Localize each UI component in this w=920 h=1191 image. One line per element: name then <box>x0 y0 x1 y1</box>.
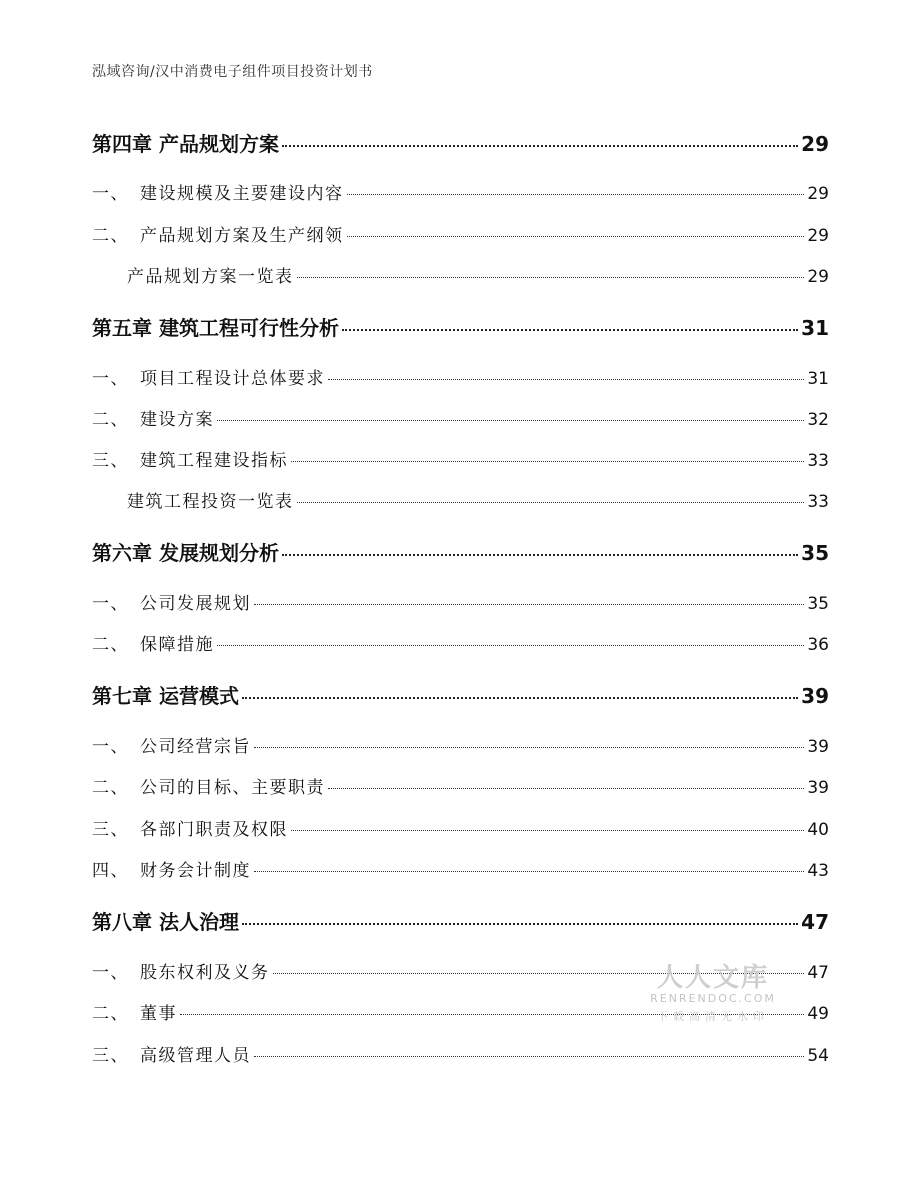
toc-dot-leader <box>297 277 805 278</box>
toc-entry-number: 一、 <box>92 184 129 204</box>
toc-entry-number: 二、 <box>92 226 129 246</box>
toc-section-entry[interactable] <box>92 1041 829 1066</box>
toc-page-number: 43 <box>807 861 829 881</box>
toc-page-number: 35 <box>807 594 829 614</box>
toc-page-number: 29 <box>807 184 829 204</box>
toc-page-number: 31 <box>801 316 829 340</box>
toc-page-number: 35 <box>801 541 829 565</box>
toc-entry-title: 董事 <box>140 1004 177 1024</box>
toc-page-number: 54 <box>807 1046 829 1066</box>
toc-section-entry[interactable] <box>92 405 829 430</box>
watermark <box>648 957 778 1024</box>
document-header: 泓域咨询/汉中消费电子组件项目投资计划书 <box>92 64 373 80</box>
toc-section-entry[interactable] <box>127 487 829 512</box>
toc-dot-leader <box>254 871 804 872</box>
toc-entry-number: 二、 <box>92 635 129 655</box>
toc-page-number: 49 <box>807 1004 829 1024</box>
toc-entry-title: 产品规划方案一览表 <box>127 267 294 287</box>
toc-dot-leader <box>342 329 798 331</box>
toc-dot-leader <box>282 145 798 147</box>
toc-entry-title: 公司发展规划 <box>140 594 251 614</box>
toc-page-number: 39 <box>807 778 829 798</box>
toc-dot-leader <box>328 788 804 789</box>
toc-section-entry[interactable] <box>92 630 829 655</box>
toc-dot-leader <box>291 461 804 462</box>
toc-entry-number: 三、 <box>92 451 129 471</box>
toc-entry-title: 项目工程设计总体要求 <box>140 369 325 389</box>
toc-entry-title: 建筑工程建设指标 <box>140 451 288 471</box>
toc-page-number: 33 <box>807 451 829 471</box>
toc-dot-leader <box>242 923 798 925</box>
toc-chapter-entry[interactable] <box>92 680 829 709</box>
toc-section-entry[interactable] <box>92 856 829 881</box>
toc-entry-number: 一、 <box>92 369 129 389</box>
toc-entry-number: 二、 <box>92 1004 129 1024</box>
watermark-logo-text: 人人文库 <box>656 963 769 993</box>
toc-entry-number: 二、 <box>92 410 129 430</box>
toc-page-number: 47 <box>801 910 829 934</box>
toc-dot-leader <box>254 604 804 605</box>
toc-page-number: 29 <box>801 132 829 156</box>
toc-chapter-entry[interactable] <box>92 128 829 157</box>
toc-chapter-entry[interactable] <box>92 906 829 935</box>
toc-entry-title: 财务会计制度 <box>140 861 251 881</box>
toc-dot-leader <box>328 379 804 380</box>
toc-section-entry[interactable] <box>92 773 829 798</box>
toc-entry-title: 各部门职责及权限 <box>140 820 288 840</box>
toc-page-number: 36 <box>807 635 829 655</box>
toc-entry-number: 三、 <box>92 820 129 840</box>
toc-page-number: 31 <box>807 369 829 389</box>
toc-entry-number: 一、 <box>92 963 129 983</box>
toc-section-entry[interactable] <box>92 446 829 471</box>
toc-entry-title: 产品规划方案及生产纲领 <box>140 226 344 246</box>
toc-entry-number: 一、 <box>92 594 129 614</box>
toc-entry-title: 建设方案 <box>140 410 214 430</box>
toc-dot-leader <box>254 747 804 748</box>
watermark-domain: RENRENDOC.COM <box>650 992 776 1005</box>
toc-section-entry[interactable] <box>127 262 829 287</box>
toc-page-number: 29 <box>807 226 829 246</box>
toc-entry-title: 建筑工程投资一览表 <box>127 492 294 512</box>
toc-entry-title: 建设规模及主要建设内容 <box>140 184 344 204</box>
toc-page-number: 40 <box>807 820 829 840</box>
toc-section-entry[interactable] <box>92 589 829 614</box>
toc-section-entry[interactable] <box>92 364 829 389</box>
toc-entry-title: 第五章 建筑工程可行性分析 <box>92 316 339 340</box>
toc-page-number: 39 <box>801 684 829 708</box>
toc-page-number: 47 <box>807 963 829 983</box>
toc-section-entry[interactable] <box>92 815 829 840</box>
watermark-slogan: 下载高清无水印 <box>657 1010 769 1023</box>
toc-section-entry[interactable] <box>92 179 829 204</box>
toc-dot-leader <box>282 554 798 556</box>
toc-chapter-entry[interactable] <box>92 537 829 566</box>
toc-entry-number: 二、 <box>92 778 129 798</box>
toc-dot-leader <box>217 420 804 421</box>
toc-entry-title: 保障措施 <box>140 635 214 655</box>
toc-dot-leader <box>297 502 805 503</box>
toc-section-entry[interactable] <box>92 732 829 757</box>
toc-entry-title: 第四章 产品规划方案 <box>92 132 279 156</box>
toc-entry-title: 第八章 法人治理 <box>92 910 239 934</box>
toc-entry-number: 一、 <box>92 737 129 757</box>
toc-entry-title: 股东权利及义务 <box>140 963 270 983</box>
toc-dot-leader <box>254 1056 804 1057</box>
toc-entry-title: 公司经营宗旨 <box>140 737 251 757</box>
toc-entry-title: 第七章 运营模式 <box>92 684 239 708</box>
toc-section-entry[interactable] <box>92 221 829 246</box>
toc-chapter-entry[interactable] <box>92 312 829 341</box>
toc-entry-title: 高级管理人员 <box>140 1046 251 1066</box>
toc-entry-title: 公司的目标、主要职责 <box>140 778 325 798</box>
toc-entry-title: 第六章 发展规划分析 <box>92 541 279 565</box>
toc-dot-leader <box>347 194 805 195</box>
toc-page-number: 39 <box>807 737 829 757</box>
toc-entry-number: 四、 <box>92 861 129 881</box>
toc-dot-leader <box>291 830 804 831</box>
toc-page-number: 33 <box>807 492 829 512</box>
toc-dot-leader <box>242 697 798 699</box>
toc-page-number: 29 <box>807 267 829 287</box>
toc-dot-leader <box>217 645 804 646</box>
toc-entry-number: 三、 <box>92 1046 129 1066</box>
toc-dot-leader <box>347 236 805 237</box>
toc-page-number: 32 <box>807 410 829 430</box>
